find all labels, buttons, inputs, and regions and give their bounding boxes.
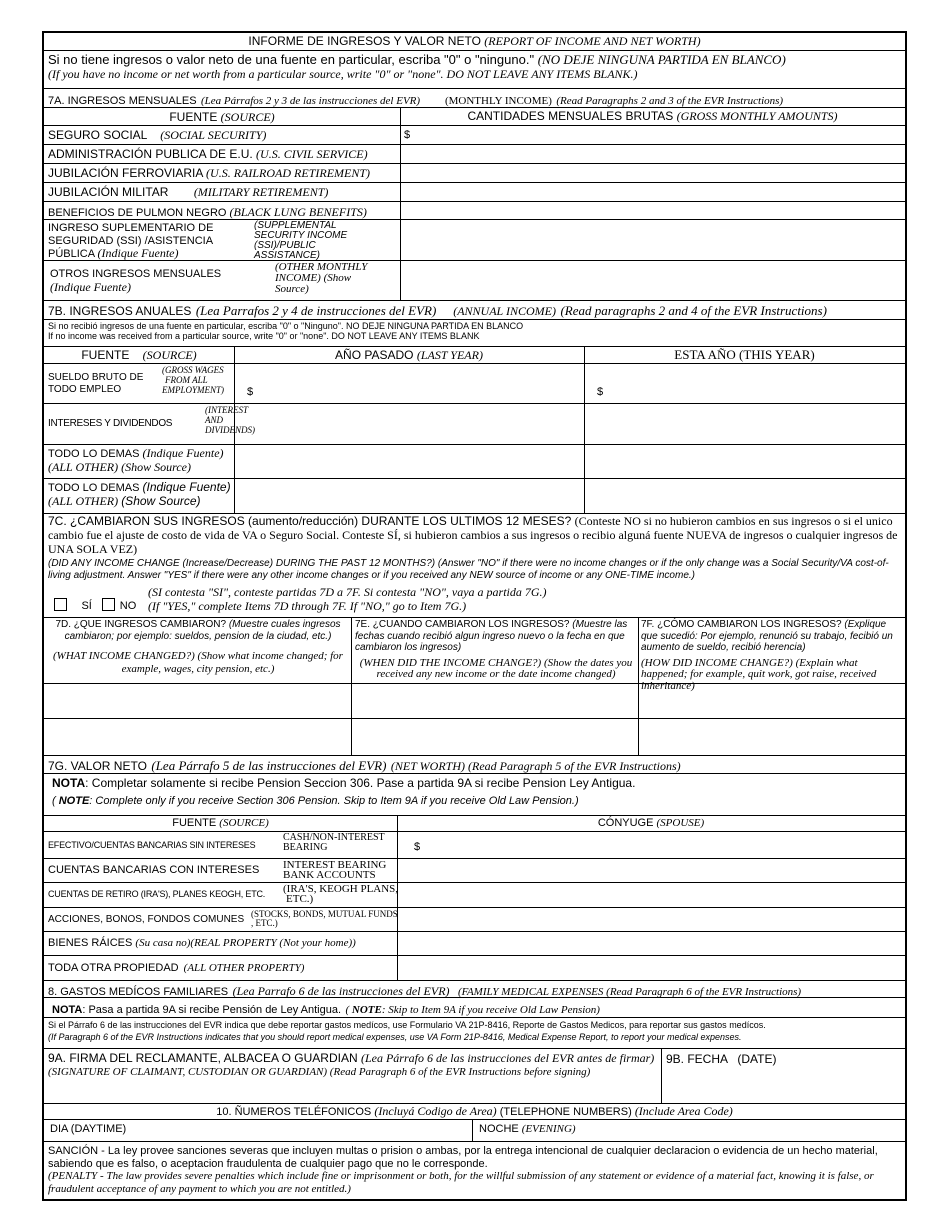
- 7b-title-es: 7B. INGRESOS ANUALES: [48, 304, 192, 318]
- 7b-note-es: Si no recibió ingresos de una fuente en particular, escriba "0" o "Ninguno". NO DEJE NINGUNA PARTIDA EN BLANCO: [48, 321, 524, 331]
- night-en: (EVENING): [521, 1123, 576, 1135]
- section-10-title: [44, 1104, 905, 1120]
- 7a-row-military: [44, 183, 905, 202]
- section-8-note: [44, 998, 905, 1018]
- 7g-nota-es: : Completar solamente si recibe Pension Seccion 306. Pase a partida 9A si recibe Pension Ley Antigua.: [85, 776, 636, 790]
- 7b-row-other-1: [44, 445, 905, 479]
- other-monthly-en-line2: INCOME) (Show: [275, 272, 352, 284]
- yes-label: SÍ: [81, 600, 92, 612]
- 7g-title-es-it: (Lea Párrafo 5 de las instrucciones del EVR): [151, 758, 387, 773]
- bank-en1: INTEREST BEARING: [283, 859, 387, 871]
- ssi-es-line3-it: (Indique Fuente): [97, 246, 179, 261]
- 7b-note-en: If no income was received from a particular source, write "0" or "none". DO NOT LEAVE ANY ITEMS BLANK: [48, 331, 480, 341]
- other-monthly-en-line3: Source): [275, 283, 309, 295]
- 10-title-en: (TELEPHONE NUMBERS): [499, 1106, 632, 1118]
- 7a-row-other-monthly: [44, 261, 905, 301]
- 7g-col-source-es: FUENTE: [172, 817, 217, 829]
- ssi-amount-field[interactable]: [401, 220, 905, 260]
- wages-en1: (GROSS WAGES: [162, 365, 224, 375]
- 7a-row-railroad: [44, 164, 905, 183]
- all-other-property-spouse-field[interactable]: [398, 956, 905, 980]
- row-label-es: JUBILACIÓN FERROVIARIA: [48, 166, 203, 180]
- penalty-es: SANCIÓN - La ley provee sanciones severas que incluyen multas o prision o ambas, por la entrega intencional de cualquier declaracion o evidencia de un hecho material, sabiendo que es falso, o aceptacion fraudulenta de cualquier pago que no le corresponde.: [48, 1145, 878, 1170]
- 7c-instr-en: (If "YES," complete Items 7D through 7F. If "NO," go to Item 7G.): [148, 598, 467, 613]
- 7b-title-es-it: (Lea Parrafos 2 y 4 de instrucciones del EVR): [195, 303, 437, 318]
- 7g-row-stocks: [44, 908, 905, 932]
- 7a-row-civil-service: [44, 145, 905, 164]
- allprop-en: (ALL OTHER PROPERTY): [183, 962, 305, 974]
- interest-en1: (INTEREST: [205, 405, 249, 415]
- night-es: NOCHE: [479, 1123, 519, 1135]
- 7c-question-es-rest: (Conteste NO si no hubieron cambios en sus ingresos o si el unico cambio fue el ajuste de costo de vida de VA o Seguro Social. Conteste SÍ, si hubieron cambios a sus ingresos o recibio alguná fuente NUEVA de ingresos o cualquier ingresos de UNA SOLA VEZ): [48, 514, 898, 556]
- section-7a-title: [44, 89, 905, 108]
- social-security-amount-field[interactable]: [404, 129, 410, 141]
- other2-es: TODO LO DEMAS: [48, 482, 140, 494]
- cash-en2: BEARING: [283, 842, 328, 853]
- cash-es: EFECTIVO/CUENTAS BANCARIAS SIN INTERESES: [48, 840, 256, 850]
- 7a-title-es-it: (Lea Párrafos 2 y 3 de las instrucciones del EVR): [201, 95, 421, 107]
- 7a-col-source-en: (SOURCE): [220, 110, 275, 124]
- blank-en: (If you have no income or net worth from a particular source, write "0" or "none". DO NOT LEAVE ANY ITEMS BLANK.): [48, 66, 638, 81]
- 7g-title-en: (NET WORTH) (Read Paragraph 5 of the EVR Instructions): [390, 759, 681, 773]
- 8-nota-es: : Pasa a partida 9A si recibe Pensión de Ley Antigua.: [82, 1004, 342, 1016]
- no-label: NO: [119, 600, 137, 612]
- 8-title-es: 8. GASTOS MEDÍCOS FAMILIARES: [48, 986, 229, 998]
- stock-en2: , ETC.): [251, 918, 278, 928]
- 7b-blank-note: [44, 320, 905, 347]
- evening-phone-field[interactable]: [473, 1120, 905, 1141]
- stock-es: ACCIONES, BONOS, FONDOS COMUNES: [48, 914, 245, 925]
- form-title: [44, 33, 905, 51]
- other-monthly-es-it: (Indique Fuente): [50, 279, 131, 294]
- signature-field[interactable]: [44, 1049, 661, 1103]
- other2-en: (ALL OTHER): [48, 493, 119, 508]
- 7g-row-bank: [44, 859, 905, 883]
- real-es: BIENES RÁICES: [48, 937, 133, 949]
- 7g-note: NOTA: Completar solamente si recibe Pension Seccion 306. Pase a partida 9A si recibe Pension Ley Antigua. ( NOTE: Complete only if you receive Section 306 Pension. Skip to Item 9A if you receive Old Law Pension.): [44, 774, 905, 816]
- 10-title-es-it: (Incluyá Codigo de Area): [374, 1104, 497, 1118]
- 7d-en: (WHAT INCOME CHANGED?) (Show what income changed; for example, wages, city pension, etc.): [53, 650, 343, 675]
- interest-this-year-field[interactable]: [585, 404, 905, 444]
- 7a-title-en: (MONTHLY INCOME): [444, 95, 552, 107]
- wages-es2: TODO EMPLEO: [48, 383, 122, 395]
- other1-es-it: (Indique Fuente): [142, 446, 224, 460]
- other-monthly-en-line1: (OTHER MONTHLY: [275, 261, 368, 273]
- other2-this-year-field[interactable]: [585, 479, 905, 513]
- 7g-note-label: NOTE: [58, 795, 90, 807]
- dollar-sign: $: [414, 841, 421, 853]
- other1-es: TODO LO DEMAS: [48, 448, 140, 460]
- section-7g-title: [44, 756, 905, 774]
- 7g-title-es: 7G. VALOR NETO: [48, 759, 147, 773]
- civil-service-amount-field[interactable]: [401, 145, 905, 163]
- 9a-es-it: (Lea Párrafo 6 de las instrucciones del EVR antes de firmar): [360, 1051, 655, 1065]
- 7e-es-it: (Muestre las fechas cuando recibió algun ingreso nuevo o la fecha en que cambiaron los ingresos): [355, 619, 628, 653]
- 8-title-es-it: (Lea Parrafo 6 de las instrucciones del EVR): [232, 984, 450, 998]
- 7g-col-source-en: (SOURCE): [219, 817, 269, 829]
- 7b-col-last-en: (LAST YEAR): [416, 348, 483, 362]
- date-field[interactable]: [662, 1049, 905, 1103]
- section-7b-title: [44, 301, 905, 320]
- 7f-en: (HOW DID INCOME CHANGE?) (Explain what happened; for example, quit work, got raise, received inheritance): [641, 656, 877, 692]
- yes-checkbox[interactable]: [54, 598, 67, 611]
- other2-en2: (Show Source): [121, 493, 201, 508]
- row-label-en: (BLACK LUNG BENEFITS): [229, 205, 367, 219]
- 9a-es: 9A. FIRMA DEL RECLAMANTE, ALBACEA O GUARDIAN: [48, 1051, 358, 1065]
- dollar-sign: $: [247, 386, 254, 398]
- section-9: [44, 1049, 905, 1104]
- 7b-title-en-it: (Read paragraphs 2 and 4 of the EVR Instructions): [560, 303, 827, 318]
- 7f-es-it: (Explique que sucedió: Por ejemplo, renunció su trabajo, fecibió un aumento de sueldo, recibió herencia): [641, 619, 893, 653]
- 7a-column-headers: [44, 108, 905, 126]
- 7g-note-en: : Complete only if you receive Section 306 Pension. Skip to Item 9A if you receive Old Law Pension.): [89, 795, 579, 807]
- ssi-en-line1: (SUPPLEMENTAL: [254, 220, 337, 231]
- ssi-en-line4: ASSISTANCE): [254, 250, 320, 261]
- 7a-col-source-es: FUENTE: [169, 110, 218, 124]
- dollar-sign: $: [404, 129, 411, 141]
- row-label-en: (U.S. CIVIL SERVICE): [256, 147, 368, 161]
- 8-note-open: (: [345, 1004, 350, 1016]
- daytime-phone-field[interactable]: [44, 1120, 472, 1141]
- 7d-7f-row-2: [44, 719, 905, 756]
- 7g-row-cash: [44, 832, 905, 859]
- 8-title-en: (FAMILY MEDICAL EXPENSES (Read Paragraph 6 of the EVR Instructions): [458, 986, 802, 998]
- 7a-col-amount-en: (GROSS MONTHLY AMOUNTS): [676, 109, 838, 123]
- 10-title-es: 10. ÑUMEROS TELÉFONICOS: [216, 1106, 372, 1118]
- 7b-col-last-es: AÑO PASADO: [335, 348, 414, 362]
- 7a-row-ssi: [44, 220, 905, 261]
- section-10-phones: [44, 1120, 905, 1142]
- ssi-es-line3: PÚBLICA: [48, 248, 95, 261]
- blank-es: Si no tiene ingresos o valor neto de una fuente en particular, escriba "0" o "ninguno.": [48, 52, 535, 67]
- section-7d-7f-headers: [44, 618, 905, 692]
- 9a-en: (SIGNATURE OF CLAIMANT, CUSTODIAN OR GUARDIAN) (Read Paragraph 6 of the EVR Instructions before signing): [48, 1065, 591, 1078]
- interest-es: INTERESES Y DIVIDENDOS: [48, 418, 173, 429]
- other1-this-year-field[interactable]: [585, 445, 905, 478]
- interest-en3: DIVIDENDS): [205, 425, 255, 435]
- row-label-en: (SOCIAL SECURITY): [160, 128, 267, 142]
- 7b-row-wages: [44, 364, 905, 404]
- 7d-es: 7D. ¿QUE INGRESOS CAMBIARON?: [55, 619, 227, 630]
- 7a-row-black-lung: [44, 202, 905, 220]
- real-es-it: (Su casa no): [135, 937, 191, 949]
- title-es: INFORME DE INGRESOS Y VALOR NETO: [248, 34, 481, 48]
- wages-en2: FROM ALL: [165, 375, 208, 385]
- 7g-row-real-property: [44, 932, 905, 956]
- military-amount-field[interactable]: [401, 183, 905, 201]
- 7g-col-spouse-en: (SPOUSE): [656, 817, 705, 829]
- other2-es-it: (Indique Fuente): [142, 480, 231, 494]
- blank-es-caps: (NO DEJE NINGUNA PARTIDA EN BLANCO): [537, 52, 786, 67]
- other1-en: (ALL OTHER) (Show Source): [48, 459, 191, 474]
- ira-es: CUENTAS DE RETIRO (IRA'S), PLANES KEOGH, ETC.: [48, 889, 266, 899]
- 7b-column-headers: [44, 347, 905, 364]
- cash-spouse-field[interactable]: [398, 832, 905, 858]
- 7b-row-other-2: [44, 479, 905, 514]
- title-en: (REPORT OF INCOME AND NET WORTH): [484, 34, 701, 48]
- 7d-es-it: (Muestre cuales ingresos cambiaron; por ejemplo: sueldos, pension de la ciudad, etc.): [64, 619, 341, 642]
- 7e-en: (WHEN DID THE INCOME CHANGE?) (Show the dates you received any new income or the date income changed): [359, 656, 633, 681]
- row-label-es: JUBILACIÓN MILITAR: [48, 185, 169, 199]
- interest-last-year-field[interactable]: [235, 404, 584, 444]
- day-es: DIA: [50, 1123, 68, 1135]
- 7e-es: 7E. ¿CUANDO CAMBIARON LOS INGRESOS?: [355, 619, 570, 630]
- bank-spouse-field[interactable]: [398, 859, 905, 882]
- 7a-title-en-it: (Read Paragraphs 2 and 3 of the EVR Instructions): [556, 95, 784, 107]
- wages-last-year-field[interactable]: [235, 364, 584, 403]
- ssi-es-line1: INGRESO SUPLEMENTARIO DE: [48, 222, 214, 234]
- other1-last-year-field[interactable]: [235, 445, 584, 478]
- what-changed-field-1[interactable]: [44, 684, 351, 718]
- 9b-label: 9B. FECHA (DATE): [666, 1052, 777, 1066]
- 7g-col-spouse-es: CÓNYUGE: [597, 817, 654, 829]
- 7f-es: 7F. ¿CÓMO CAMBIARON LOS INGRESOS?: [641, 619, 842, 630]
- when-changed-field-1[interactable]: [352, 684, 638, 718]
- row-label-en: (U.S. RAILROAD RETIREMENT): [206, 166, 371, 180]
- 8-note-en: : Skip to Item 9A if you receive Old Law Pension): [381, 1004, 600, 1016]
- wages-es1: SUELDO BRUTO DE: [48, 372, 144, 383]
- 7d-7f-row-1: [44, 684, 905, 719]
- 7a-col-amount-es: CANTIDADES MENSUALES BRUTAS: [467, 109, 674, 123]
- 7c-yes-no: [54, 596, 136, 614]
- other-monthly-es: OTROS INGRESOS MENSUALES: [50, 268, 222, 280]
- section-7c: [44, 514, 905, 618]
- income-net-worth-form: [42, 31, 907, 1201]
- row-label-en: (MILITARY RETIREMENT): [193, 185, 329, 199]
- 8-nota-label: NOTA: [52, 1004, 83, 1016]
- 7c-question-es: 7C. ¿CAMBIARON SUS INGRESOS (aumento/reducción) DURANTE LOS ULTIMOS 12 MESES?: [48, 514, 572, 528]
- 10-title-en-it: (Include Area Code): [634, 1104, 733, 1118]
- other-monthly-amount-field[interactable]: [401, 261, 905, 300]
- 7c-question-en: (DID ANY INCOME CHANGE (Increase/Decrease) DURING THE PAST 12 MONTHS?) (Answer "NO" if there were no income changes or if the only change was a Social Security/VA cost-of-living adjustment. Answer "YES" if there were any other income changes or if you received any NEW source of income or any ONE-TIME income.): [48, 558, 889, 581]
- 7g-row-all-other-property: [44, 956, 905, 981]
- row-label-es: BENEFICIOS DE PULMON NEGRO: [48, 207, 227, 219]
- black-lung-amount-field[interactable]: [401, 202, 905, 219]
- 8-para-es: Si el Párrafo 6 de las instrucciones del EVR indica que debe reportar gastos medícos, use Formulario VA 21P-8416, Reporte de Gastos Medicos, para reportar sus gastos medícos.: [48, 1020, 766, 1030]
- 7b-title-en: (ANNUAL INCOME): [453, 304, 556, 318]
- ssi-es-line2: SEGURIDAD (SSI) /ASISTENCIA: [48, 234, 214, 247]
- wages-this-year-field[interactable]: [585, 364, 905, 403]
- 7b-row-interest: [44, 404, 905, 445]
- row-label-es: ADMINISTRACIÓN PUBLICA DE E.U.: [48, 147, 253, 161]
- 7b-col-source-es: FUENTE: [81, 348, 130, 362]
- day-en: (DAYTIME): [70, 1123, 127, 1135]
- how-changed-field-2[interactable]: [639, 719, 905, 755]
- how-changed-field-1[interactable]: [639, 684, 905, 718]
- 8-para-en: (If Paragraph 6 of the EVR Instructions indicates that you should report medical expenses, use VA Form 21P-8416, Medical Expense Report, to report your medical expenses.: [48, 1032, 742, 1042]
- when-changed-field-2[interactable]: [352, 719, 638, 755]
- stocks-spouse-field[interactable]: [398, 908, 905, 931]
- ssi-en-line2: SECURITY INCOME: [254, 230, 348, 241]
- 7g-nota-label: NOTA: [52, 776, 86, 790]
- no-checkbox[interactable]: [102, 598, 115, 611]
- other2-last-year-field[interactable]: [235, 479, 584, 513]
- what-changed-field-2[interactable]: [44, 719, 351, 755]
- blank-instructions: [44, 51, 905, 89]
- wages-en3: EMPLOYMENT): [162, 385, 225, 395]
- interest-en2: AND: [205, 415, 223, 425]
- ssi-en-line3: (SSI)/PUBLIC: [254, 240, 316, 251]
- cash-en1: CASH/NON-INTEREST: [283, 832, 385, 843]
- section-8-title: [44, 981, 905, 998]
- ira-spouse-field[interactable]: [398, 883, 905, 907]
- real-property-spouse-field[interactable]: [398, 932, 905, 955]
- real-en: (REAL PROPERTY (Not your home)): [190, 937, 356, 949]
- ira-en2: ETC.): [286, 893, 314, 905]
- 7c-instr-es: (SI contesta "SI", conteste partidas 7D a 7F. Si contesta "NO", vaya a partida 7G.): [148, 585, 547, 599]
- allprop-es: TODA OTRA PROPIEDAD: [48, 962, 179, 974]
- 7a-row-social-security: [44, 126, 905, 145]
- penalty-en: (PENALTY - The law provides severe penalties which include fine or imprisonment or both, for the willful submission of any statement or evidence of a material fact, knowing it is false, or fraudulent acceptance of any payment to which you are not entitled.): [48, 1170, 874, 1195]
- 7g-row-ira: [44, 883, 905, 908]
- dollar-sign: $: [597, 386, 604, 398]
- ira-en1: (IRA'S, KEOGH PLANS,: [283, 883, 399, 895]
- stock-en1: (STOCKS, BONDS, MUTUAL FUNDS: [251, 909, 398, 919]
- 7b-col-source-en: (SOURCE): [142, 348, 197, 362]
- section-8-paragraph: [44, 1018, 905, 1049]
- row-label-es: SEGURO SOCIAL: [48, 128, 147, 142]
- 7a-title-es: 7A. INGRESOS MENSUALES: [48, 95, 197, 107]
- 7b-col-this-year: ESTA AÑO (THIS YEAR): [674, 347, 815, 362]
- penalty-statement: [44, 1142, 905, 1201]
- 8-note-label: NOTE: [351, 1004, 382, 1016]
- bank-es: CUENTAS BANCARIAS CON INTERESES: [48, 864, 260, 876]
- bank-en2: BANK ACCOUNTS: [283, 869, 376, 881]
- railroad-amount-field[interactable]: [401, 164, 905, 182]
- 7g-column-headers: [44, 816, 905, 832]
